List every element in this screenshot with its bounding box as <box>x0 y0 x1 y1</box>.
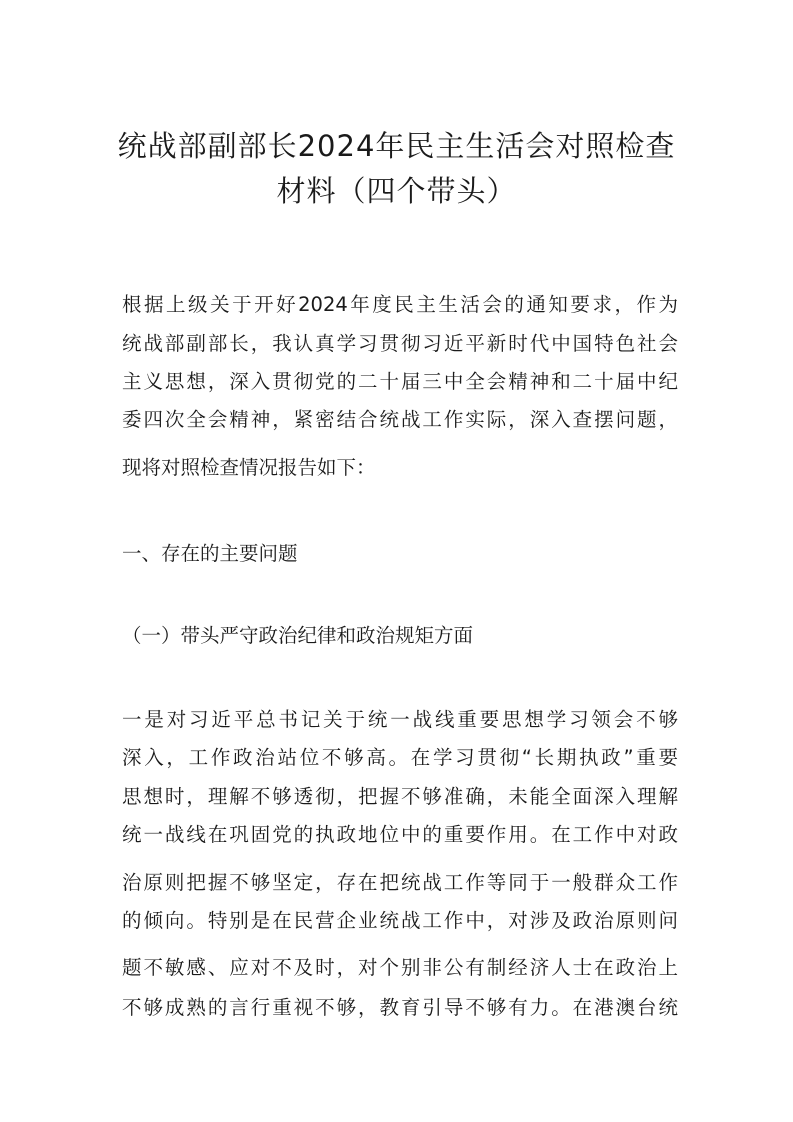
section-heading: 一、存在的主要问题 <box>122 542 298 565</box>
intro-line: 主义思想，深入贯彻党的二十届三中全会精神和二十届中纪 <box>122 370 678 393</box>
document-title-line-2: 材料（四个带头） <box>276 174 517 208</box>
body-line: 一是对习近平总书记关于统一战线重要思想学习领会不够 <box>122 708 678 731</box>
body-line: 思想时，理解不够透彻，把握不够准确，未能全面深入理解 <box>122 785 678 808</box>
body-line: 深入，工作政治站位不够高。在学习贯彻“长期执政”重要 <box>122 746 678 769</box>
document-title-line-1: 统战部副部长2024年民主生活会对照检查 <box>117 129 676 163</box>
subsection-heading: （一）带头严守政治纪律和政治规矩方面 <box>122 624 474 647</box>
body-line: 不够成熟的言行重视不够，教育引导不够有力。在港澳台统 <box>122 996 678 1019</box>
body-line: 题不敏感、应对不及时，对个别非公有制经济人士在政治上 <box>122 956 678 979</box>
body-line: 的倾向。特别是在民营企业统战工作中，对涉及政治原则问 <box>122 909 678 932</box>
intro-line: 现将对照检查情况报告如下： <box>122 456 376 479</box>
body-line: 治原则把握不够坚定，存在把统战工作等同于一般群众工作 <box>122 871 678 894</box>
body-line: 统一战线在巩固党的执政地位中的重要作用。在工作中对政 <box>122 823 678 846</box>
intro-line: 根据上级关于开好2024年度民主生活会的通知要求，作为 <box>122 293 678 316</box>
intro-line: 统战部副部长，我认真学习贯彻习近平新时代中国特色社会 <box>122 332 678 355</box>
intro-line: 委四次全会精神，紧密结合统战工作实际，深入查摆问题， <box>122 408 678 431</box>
